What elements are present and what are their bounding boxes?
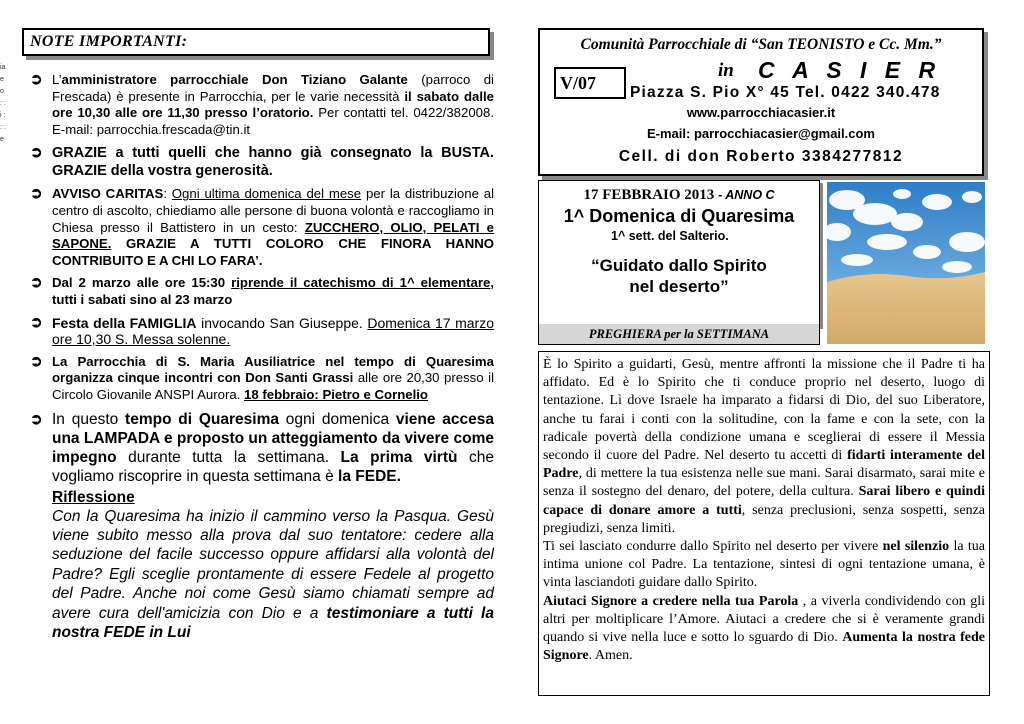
date: 17 FEBBRAIO 2013 - ANNO C <box>583 187 775 203</box>
website: www.parrocchiacasier.it <box>686 105 836 120</box>
arrow-right-icon: ➲ <box>30 410 43 428</box>
reflection-text: Con la Quaresima ha inizio il cammino verso la Pasqua. Gesù viene subito messo alla prova dal suo tentatore: cedere alla seduzione del facile successo oppure affidarsi alla volontà del Padre? Egli sceglie prontamente di essere Fedele al progetto del Padre. Anche noi come Gesù siamo chiamati sempre ad avere cura dell'amicizia con Dio e a testimoniare a tutti la nostra FEDE in Lui <box>52 507 494 641</box>
note-item: ➲ La Parrocchia di S. Maria Ausiliatrice nel tempo di Quaresima organizza cinque incontri con Don Santi Grassi alle ore 20,30 presso il Circolo Giovanile ANSPI Aurora. 18 febbraio: Pietro e Cornelio <box>30 352 494 402</box>
email: E-mail: parrocchiacasier@gmail.com <box>647 126 875 141</box>
parish-header <box>538 28 984 176</box>
note-item: ➲ Dal 2 marzo alle ore 15:30 riprende il catechismo di 1^ elementare, tutti i sabati sino al 23 marzo <box>30 274 494 307</box>
note-item: ➲ L’amministratore parrocchiale Don Tiziano Galante (parroco di Frescada) è presente in Parrocchia, per le varie necessità il sabato dalle ore 10,30 alle ore 11,30 presso l’oratorio. Per contatti tel. 0422/382008. E-mail: parrocchia.frescada@tin.it <box>30 71 495 137</box>
psalter-week: 1^ sett. del Salterio. <box>611 229 729 243</box>
note-item: ➲ AVVISO CARITAS: Ogni ultima domenica del mese per la distribuzione al centro di ascolto, chiediamo alle persone di buona volontà e raccogliamo in Chiesa presso il Battistero in un cesto: ZUCCHERO, OLIO, PELATI e SAPONE. GRAZIE A TUTTI COLORO CHE FINORA HANNO CONTRIBUITO E A CHI LO FARA’. <box>30 185 495 268</box>
cell-number: Cell. di don Roberto 3384277812 <box>618 148 904 165</box>
arrow-right-icon: ➲ <box>30 274 43 292</box>
note-item: ➲ Festa della FAMIGLIA invocando San Giuseppe. Domenica 17 marzo ore 10,30 S. Messa solenne. <box>30 313 494 348</box>
prayer-paragraph-3: Aiutaci Signore a credere nella tua Parola , a viverla condividendo con gli altri per moltiplicare l’Amore. Aiutaci a credere che si è veramente grandi quando si vive nella luce e sotto lo sguardo di Dio. Aumenta la nostra fede Signore. Amen. <box>543 593 985 664</box>
sunday-title: 1^ Domenica di Quaresima <box>563 206 795 226</box>
theme: “Guidato dallo Spirito nel deserto” <box>591 256 767 296</box>
notes-list <box>30 72 494 648</box>
arrow-right-icon: ➲ <box>30 185 43 203</box>
address: Piazza S. Pio X° 45 Tel. 0422 340.478 <box>630 84 941 101</box>
desert-photo <box>827 182 985 344</box>
prayer-paragraph-1: È lo Spirito a guidarti, Gesù, mentre affronti la missione che il Padre ti ha affidato. Ed è lo Spirito che ti conduce proprio nel deserto, luogo di tentazione. Lì dove Israele ha imparato a fidarsi di Dio, del suo Liberatore, anche tu farai i conti con la solitudine, con la fame e con la sete, con la radicale povertà della condizione umana e sceglierai di essere il Messia secondo il cuore del Padre. Nel deserto tu accetti di fidarti interamente del Padre, di mettere la tua esistenza nelle sue mani. Sarai disarmato, sarai mite e senza il sostegno del denaro, del potere, della cultura. Sarai libero e quindi capace di donare amore a tutti, senza preclusioni, senza sospetti, senza pregiudizi, senza limiti. <box>543 357 986 536</box>
liturgical-year: - ANNO C <box>718 188 775 202</box>
notes-header-label: NOTE IMPORTANTI: <box>30 33 188 50</box>
notes-header <box>22 28 490 56</box>
arrow-right-icon: ➲ <box>30 352 43 370</box>
note-item: ➲ In questo tempo di Quaresima ogni domenica viene accesa una LAMPADA e proposto un atteggiamento da vivere come impegno durante tutta la settimana. La prima virtù che vogliamo riscoprire in questa settimana è la FEDE. Riflessione Con la Quaresima ha inizio il cammino verso la Pasqua. Gesù viene subito messo alla prova dal suo tentatore: cedere alla seduzione del facile successo oppure affidarsi alla volontà del Padre? Egli sceglie prontamente di essere Fedele al progetto del Padre. Anche noi come Gesù siamo chiamati sempre ad avere cura dell'amicizia con Dio e a testimoniare a tutti la nostra FEDE in Lui <box>30 410 494 641</box>
arrow-right-icon: ➲ <box>30 313 43 331</box>
prayer-bar-label: PREGHIERA per la SETTIMANA <box>588 327 770 341</box>
note-item: ➲ GRAZIE a tutti quelli che hanno già consegnato la BUSTA. GRAZIE della vostra generosità. <box>30 144 494 180</box>
reflection-title: Riflessione <box>52 488 135 506</box>
prayer-text <box>538 351 990 696</box>
cut-edge-text: ia e o : : i : : : e <box>0 64 6 143</box>
issue-number: V/07 <box>554 67 626 99</box>
town-name: C A S I E R <box>758 57 942 83</box>
community-name: Comunità Parrocchiale di “San TEONISTO e Cc. Mm.” <box>580 36 942 53</box>
arrow-right-icon: ➲ <box>30 71 43 88</box>
in-label: in <box>718 60 734 81</box>
prayer-paragraph-2: Ti sei lasciato condurre dallo Spirito nel deserto per vivere nel silenzio la tua intima unione col Padre. La tentazione, sintesi di ogni tentazione umana, è vinta lasciandoti guidare dallo Spirito. <box>543 539 985 591</box>
arrow-right-icon: ➲ <box>30 144 43 162</box>
liturgy-box <box>538 180 820 326</box>
prayer-bar <box>538 324 820 345</box>
